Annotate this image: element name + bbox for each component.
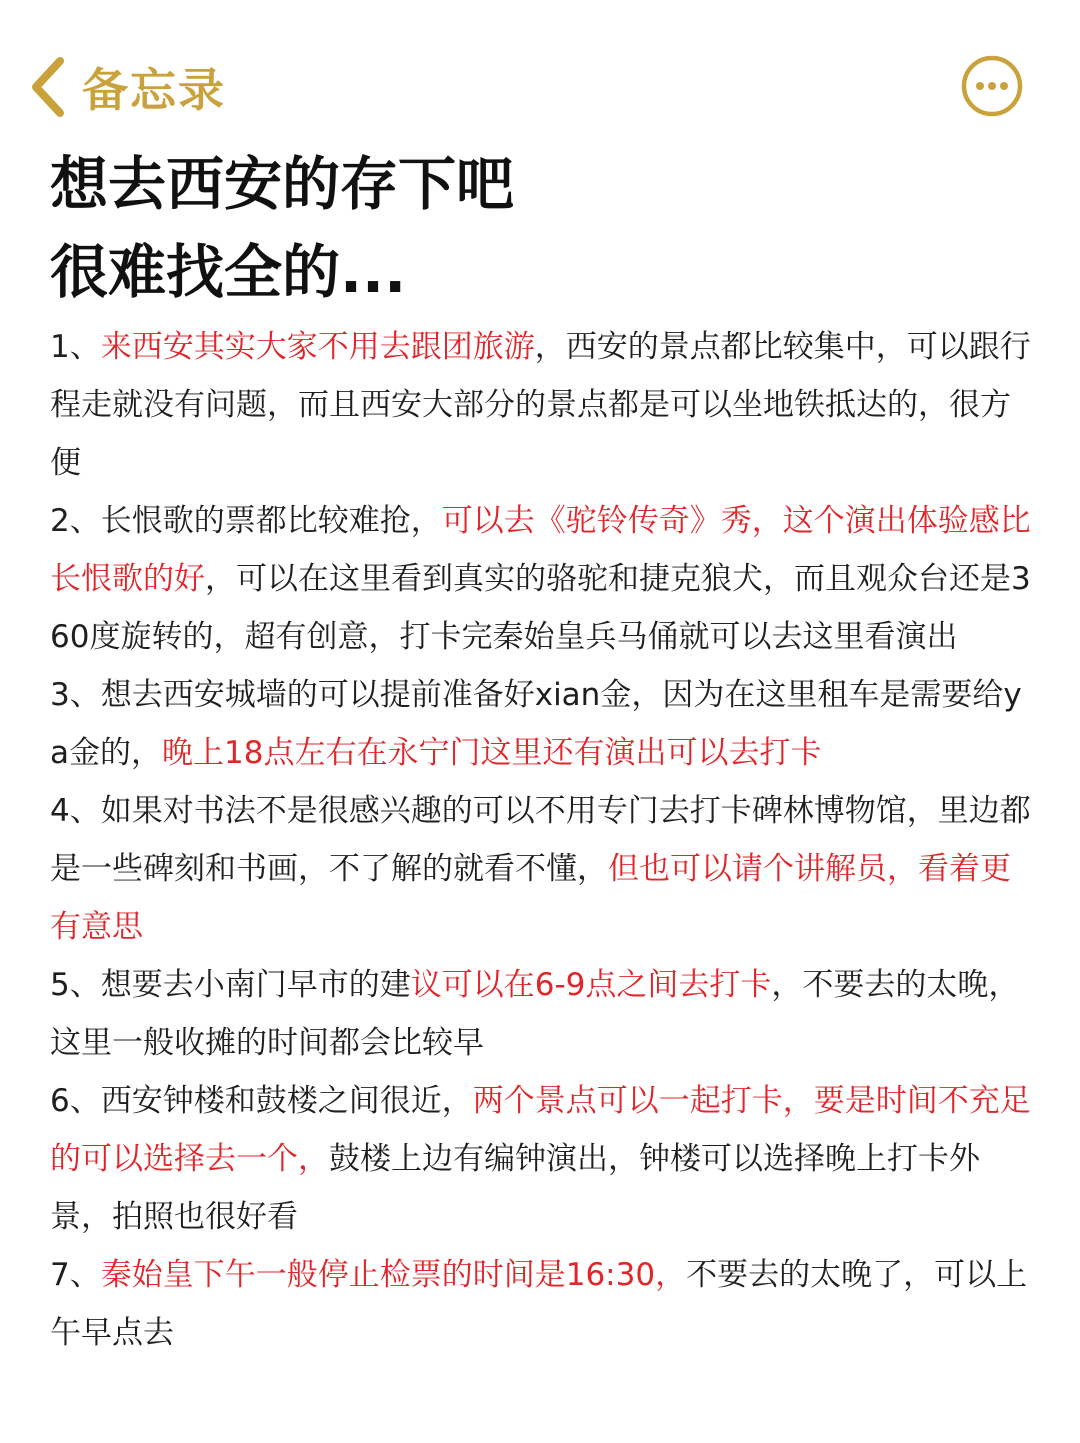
title-line-2: 很难找全的... bbox=[50, 238, 407, 306]
paragraph-text: 3、想去西安城墙的可以提前准备好xian金，因为在这里租车是需要给ya金的， bbox=[50, 677, 1022, 771]
paragraph-text: 4、如果对书法不是很感兴趣的可以不用专门去打卡碑林博物馆，里边都是一些碑刻和书画，不了解的就看不懂， bbox=[50, 793, 1031, 887]
chevron-left-icon bbox=[28, 55, 68, 119]
note-paragraph bbox=[50, 782, 1035, 956]
highlighted-text: 但也可以请个讲解员，看着更有意思 bbox=[50, 851, 1011, 945]
highlighted-text: 来西安其实大家不用去跟团旅游 bbox=[100, 329, 535, 365]
paragraph-text: ，不要去的太晚，这里一般收摊的时间都会比较早 bbox=[50, 967, 1020, 1061]
paragraph-text: 7、 bbox=[50, 1257, 101, 1293]
paragraph-text: 6、西安钟楼和鼓楼之间很近， bbox=[50, 1083, 473, 1119]
paragraph-text: 5、想要去小南门早市的建 bbox=[50, 967, 411, 1003]
note-paragraph bbox=[50, 1246, 1035, 1362]
paragraph-text: 2、长恨歌的票都比较难抢， bbox=[50, 503, 442, 539]
paragraph-text: 鼓楼上边有编钟演出，钟楼可以选择晚上打卡外景，拍照也很好看 bbox=[50, 1141, 980, 1235]
paragraph-text: 1、 bbox=[50, 329, 101, 365]
back-label: 备忘录 bbox=[82, 63, 226, 117]
highlighted-text: 秦始皇下午一般停止检票的时间是16:30， bbox=[100, 1257, 687, 1293]
paragraph-text: ，西安的景点都比较集中，可以跟行程走就没有问题，而且西安大部分的景点都是可以坐地铁抵达的，很方便 bbox=[50, 329, 1031, 481]
note-paragraph bbox=[50, 318, 1035, 492]
title-line-1: 想去西安的存下吧 bbox=[50, 150, 515, 218]
navigation-bar bbox=[0, 0, 1080, 140]
note-paragraph bbox=[50, 492, 1035, 666]
paragraph-text: 不要去的太晚了，可以上午早点去 bbox=[50, 1257, 1028, 1351]
more-button[interactable] bbox=[960, 54, 1024, 118]
highlighted-text: 晚上18点左右在永宁门这里还有演出可以去打卡 bbox=[162, 735, 822, 771]
note-title bbox=[50, 140, 1030, 316]
more-icon bbox=[960, 103, 1024, 122]
note-body bbox=[50, 318, 1035, 1362]
note-paragraph bbox=[50, 666, 1035, 782]
back-button[interactable] bbox=[28, 52, 226, 122]
highlighted-text: 议可以在6-9点之间去打卡 bbox=[410, 967, 772, 1003]
highlighted-text: 可以去《驼铃传奇》秀，这个演出体验感比长恨歌的好 bbox=[50, 503, 1031, 597]
paragraph-text: ，可以在这里看到真实的骆驼和捷克狼犬，而且观众台还是360度旋转的，超有创意，打卡完秦始皇兵马俑就可以去这里看演出 bbox=[50, 561, 1031, 655]
note-paragraph bbox=[50, 956, 1035, 1072]
note-paragraph bbox=[50, 1072, 1035, 1246]
highlighted-text: 两个景点可以一起打卡，要是时间不充足的可以选择去一个， bbox=[50, 1083, 1031, 1177]
